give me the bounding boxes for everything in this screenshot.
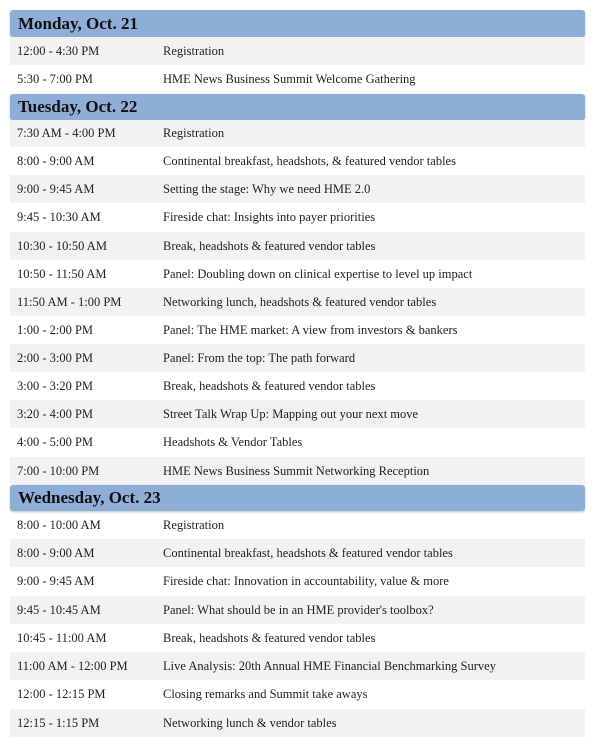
schedule-row	[10, 596, 585, 624]
schedule-row	[10, 120, 585, 147]
time-cell: 9:00 - 9:45 AM	[17, 181, 95, 196]
time-cell: 11:50 AM - 1:00 PM	[17, 294, 122, 309]
time-cell: 10:45 - 11:00 AM	[17, 630, 107, 645]
time-cell: 5:30 - 7:00 PM	[17, 71, 94, 86]
time-cell: 1:00 - 2:00 PM	[17, 322, 94, 337]
time-cell: 8:00 - 9:00 AM	[17, 153, 95, 168]
event-cell: Registration	[163, 517, 225, 532]
event-cell: Fireside chat: Innovation in accountability, value & more	[163, 574, 449, 588]
schedule-row	[10, 65, 585, 93]
time-cell: 11:00 AM - 12:00 PM	[17, 658, 128, 673]
time-cell: 8:00 - 10:00 AM	[17, 517, 101, 532]
event-cell: Headshots & Vendor Tables	[163, 435, 303, 449]
time-cell: 9:45 - 10:30 AM	[17, 210, 101, 224]
schedule-row	[10, 457, 585, 485]
schedule-row	[10, 567, 585, 596]
event-cell: Panel: Doubling down on clinical expertise to level up impact	[163, 266, 473, 281]
schedule-row	[10, 175, 585, 203]
schedule-row	[10, 260, 585, 288]
event-cell: Networking lunch & vendor tables	[163, 715, 337, 730]
event-cell: Fireside chat: Insights into payer priorities	[163, 210, 376, 224]
event-cell: Registration	[163, 126, 225, 140]
time-cell: 10:30 - 10:50 AM	[17, 238, 107, 253]
time-cell: 9:45 - 10:45 AM	[17, 602, 101, 617]
event-cell: Break, headshots & featured vendor tables	[163, 238, 376, 253]
event-cell: Closing remarks and Summit take aways	[163, 687, 368, 701]
time-cell: 12:00 - 4:30 PM	[17, 43, 100, 58]
event-cell: Networking lunch, headshots & featured vendor tables	[163, 294, 437, 309]
event-cell: HME News Business Summit Welcome Gathering	[163, 71, 416, 86]
event-cell: Setting the stage: Why we need HME 2.0	[163, 181, 371, 196]
schedule-row	[10, 539, 585, 567]
schedule-row	[10, 400, 585, 428]
time-cell: 10:50 - 11:50 AM	[17, 266, 107, 281]
schedule-row	[10, 624, 585, 652]
time-cell: 9:00 - 9:45 AM	[17, 574, 95, 588]
schedule-row	[10, 232, 585, 260]
day-header: Wednesday, Oct. 23	[10, 485, 585, 511]
schedule-row	[10, 680, 585, 709]
agenda	[10, 10, 585, 737]
time-cell: 12:00 - 12:15 PM	[17, 687, 106, 701]
schedule-row	[10, 709, 585, 737]
event-cell: Continental breakfast, headshots, & featured vendor tables	[163, 153, 456, 168]
time-cell: 3:00 - 3:20 PM	[17, 378, 94, 393]
day-header: Tuesday, Oct. 22	[10, 94, 585, 120]
event-cell: Panel: From the top: The path forward	[163, 350, 356, 365]
event-cell: Break, headshots & featured vendor tables	[163, 378, 376, 393]
day-header: Monday, Oct. 21	[10, 10, 585, 37]
schedule-row	[10, 652, 585, 680]
schedule-row	[10, 428, 585, 457]
time-cell: 3:20 - 4:00 PM	[17, 406, 94, 421]
time-cell: 12:15 - 1:15 PM	[17, 715, 100, 730]
time-cell: 2:00 - 3:00 PM	[17, 350, 94, 365]
event-cell: Continental breakfast, headshots & featured vendor tables	[163, 545, 453, 560]
schedule-row	[10, 511, 585, 539]
event-cell: HME News Business Summit Networking Reception	[163, 463, 430, 478]
schedule-row	[10, 372, 585, 400]
event-cell: Panel: What should be in an HME provider's toolbox?	[163, 602, 434, 617]
event-cell: Registration	[163, 43, 225, 58]
event-cell: Panel: The HME market: A view from investors & bankers	[163, 322, 458, 337]
event-cell: Break, headshots & featured vendor tables	[163, 630, 376, 645]
time-cell: 7:00 - 10:00 PM	[17, 463, 100, 478]
schedule-row	[10, 203, 585, 232]
schedule-row	[10, 316, 585, 344]
schedule-row	[10, 288, 585, 316]
event-cell: Street Talk Wrap Up: Mapping out your next move	[163, 406, 419, 421]
event-cell: Live Analysis: 20th Annual HME Financial Benchmarking Survey	[163, 658, 496, 673]
schedule-row	[10, 147, 585, 175]
schedule-row	[10, 344, 585, 372]
time-cell: 4:00 - 5:00 PM	[17, 435, 94, 449]
schedule-row	[10, 37, 585, 65]
time-cell: 7:30 AM - 4:00 PM	[17, 126, 116, 140]
time-cell: 8:00 - 9:00 AM	[17, 545, 95, 560]
